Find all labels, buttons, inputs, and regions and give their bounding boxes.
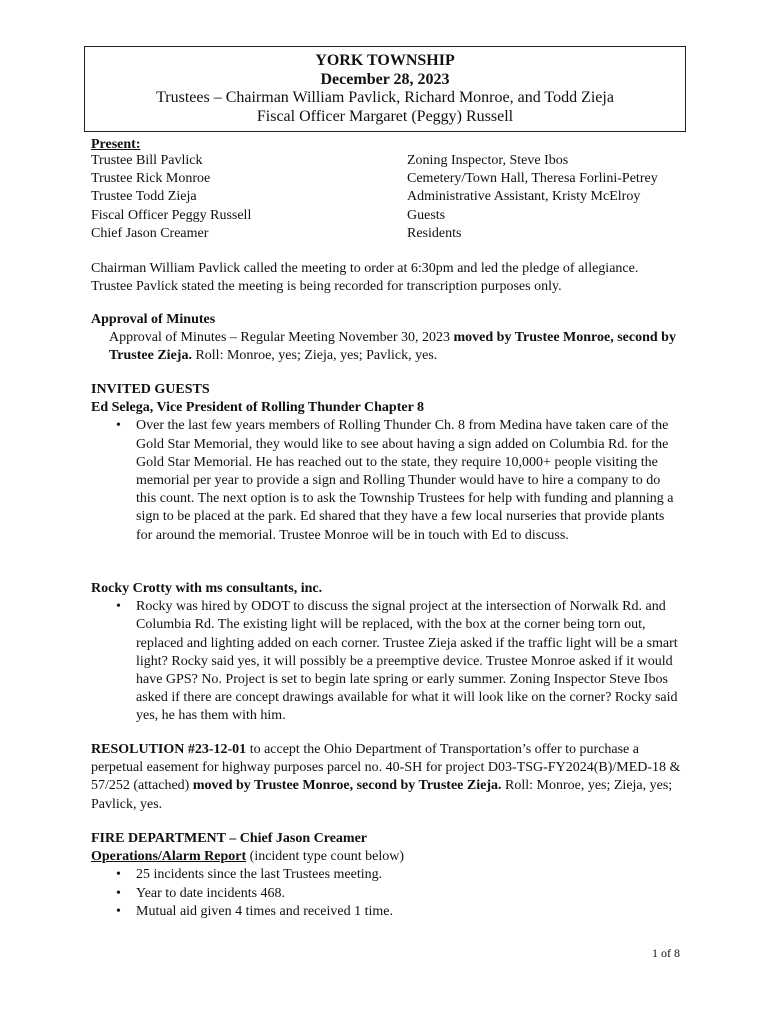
- ops-note: (incident type count below): [246, 849, 404, 865]
- minutes-motion: moved by Trustee Monroe, second by Trustee Zieja.: [109, 330, 676, 364]
- rocky-heading: Rocky Crotty with ms consultants, inc.: [91, 581, 323, 596]
- minutes-section: [91, 311, 681, 366]
- fire-heading: FIRE DEPARTMENT – Chief Jason Creamer: [91, 831, 367, 846]
- attendee: Trustee Rick Monroe: [91, 171, 211, 187]
- ops-line: [91, 848, 681, 866]
- attendee: Residents: [407, 225, 462, 241]
- attendee: Fiscal Officer Peggy Russell: [91, 207, 252, 223]
- attendee: Chief Jason Creamer: [91, 225, 209, 241]
- list-item: • Rocky was hired by ODOT to discuss the signal project at the intersection of Norwalk Rd. and Columbia Rd. The existing light will be replaced, with the box at the corner being torn out, replaced and lighting added on each corner. Trustee Zieja asked if the traffic light will be a smart light? Rocky said yes, it will possibly be a preemptive device. Trustee Monroe asked if it would have GPS? No. Project is set to begin late spring or early summer. Zoning Inspector Steve Ibos asked if there are concept drawings available for what it will look like on the corner? Rocky said yes, he has them with him.: [91, 598, 681, 725]
- list-item: • 25 incidents since the last Trustees meeting.: [91, 866, 681, 884]
- attendee: Trustee Todd Zieja: [91, 189, 197, 205]
- fiscal-officer-line: Fiscal Officer Margaret (Peggy) Russell: [256, 107, 514, 125]
- fire-bullets: [91, 866, 681, 921]
- guest-bullets: [91, 417, 681, 544]
- present-list-left: [91, 152, 251, 243]
- opening-paragraph: Chairman William Pavlick called the meeting to order at 6:30pm and led the pledge of allegiance. Trustee Pavlick stated the meeting is being recorded for transcription purposes only.: [91, 261, 639, 295]
- list-item: • Over the last few years members of Rolling Thunder Ch. 8 from Medina have taken care of the Gold Star Memorial, they would like to see about having a sign added on Columbia Rd. for the Gold Star Memorial. He has reached out to the state, they require 10,000+ people visiting the memorial per year to provide a sign and Rolling Thunder would have to hire a company to do this count. The next option is to ask the Township Trustees for help with funding and planning a sign to be placed at the park. Ed shared that they have a few local nurseries that provide plants for around the memorial. Trustee Monroe will be in touch with Ed to discuss.: [91, 417, 681, 544]
- meeting-date: December 28, 2023: [320, 70, 450, 88]
- attendee: Trustee Bill Pavlick: [91, 153, 203, 168]
- title-box: [84, 46, 686, 132]
- resolution-text: to accept the Ohio Department of Transportation’s offer to purchase a perpetual easement for highway purposes parcel no. 40-SH for project D03-TSG-FY2024(B)/MED-18 & 57/252 (attached): [91, 742, 681, 794]
- present-label: Present:: [91, 137, 141, 152]
- township-title: YORK TOWNSHIP: [315, 52, 455, 69]
- resolution-paragraph: [91, 741, 681, 814]
- resolution-number: RESOLUTION #23-12-01: [91, 742, 247, 757]
- guests-heading: INVITED GUESTS: [91, 382, 210, 397]
- minutes-heading: Approval of Minutes: [91, 312, 216, 327]
- list-item: • Mutual aid given 4 times and received 1 time.: [91, 903, 681, 921]
- minutes-plain: Approval of Minutes – Regular Meeting November 30, 2023: [109, 330, 454, 346]
- resolution-roll: Roll: Monroe, yes; Zieja, yes; Pavlick, yes.: [91, 778, 673, 812]
- guest-subheading: Ed Selega, Vice President of Rolling Thunder Chapter 8: [91, 400, 425, 416]
- trustees-line: Trustees – Chairman William Pavlick, Richard Monroe, and Todd Zieja: [156, 89, 614, 106]
- page-number: 1 of 8: [652, 946, 680, 960]
- rocky-bullets: [91, 598, 681, 725]
- guests-section: [91, 381, 681, 545]
- attendee: Guests: [407, 207, 446, 223]
- present-list-right: [407, 152, 658, 243]
- list-item: • Year to date incidents 468.: [91, 885, 681, 903]
- attendee: Administrative Assistant, Kristy McElroy: [407, 189, 641, 205]
- minutes-text: [91, 329, 681, 365]
- minutes-roll: Roll: Monroe, yes; Zieja, yes; Pavlick, yes.: [191, 348, 438, 364]
- resolution-motion: moved by Trustee Monroe, second by Trustee Zieja.: [192, 778, 502, 794]
- fire-section: [91, 830, 681, 921]
- attendee: Cemetery/Town Hall, Theresa Forlini-Petrey: [407, 171, 658, 187]
- attendee: Zoning Inspector, Steve Ibos: [407, 153, 569, 168]
- rocky-section: [91, 580, 681, 726]
- ops-label: Operations/Alarm Report: [91, 849, 247, 865]
